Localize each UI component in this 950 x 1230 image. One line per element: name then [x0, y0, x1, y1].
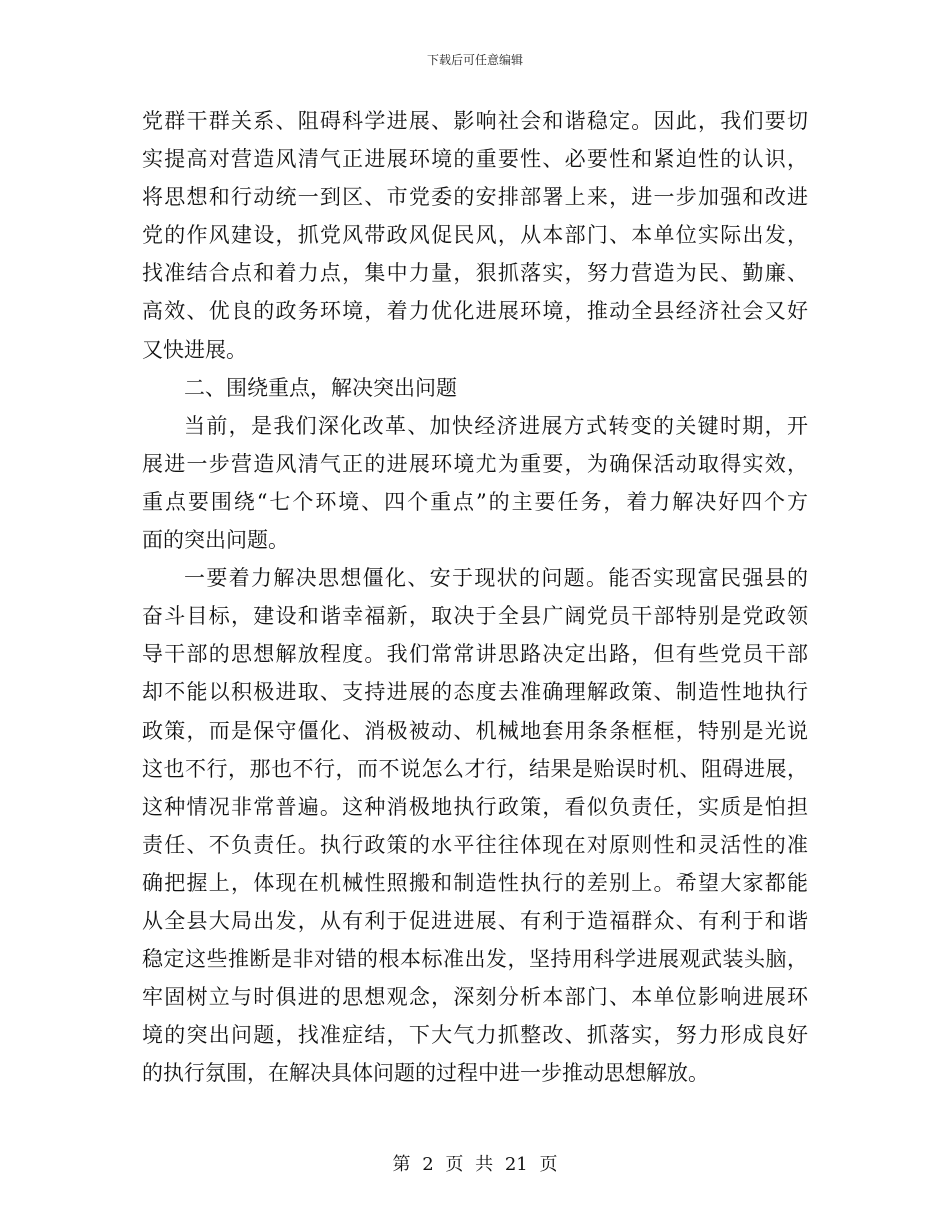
text-line: 当前，是我们深化改革、加快经济进展方式转变的关键时期，开 — [184, 413, 808, 438]
text-line: 找准结合点和着力点，集中力量，狠抓落实，努力营造为民、勤廉、 — [142, 261, 808, 286]
text-line: 又快进展。 — [142, 337, 247, 362]
text-line: 二、围绕重点，解决突出问题 — [184, 375, 457, 400]
text-line: 一要着力解决思想僵化、安于现状的问题。能否实现富民强县的 — [184, 566, 808, 591]
text-line: 从全县大局出发，从有利于促进进展、有利于造福群众、有利于和谐 — [142, 908, 808, 933]
text-line: 党群干群关系、阻碍科学进展、影响社会和谐稳定。因此，我们要切 — [142, 109, 808, 133]
text-line: 牢固树立与时俱进的思想观念，深刻分析本部门、本单位影响进展环 — [142, 985, 808, 1010]
text-line: 境的突出问题，找准症结，下大气力抓整改、抓落实，努力形成良好 — [142, 1023, 808, 1048]
text-line: 这种情况非常普遍。这种消极地执行政策，看似负责任，实质是怕担 — [142, 794, 808, 819]
document-body — [142, 102, 808, 1092]
text-line: 导干部的思想解放程度。我们常常讲思路决定出路，但有些党员干部 — [142, 642, 808, 667]
text-line: 确把握上，体现在机械性照搬和制造性执行的差别上。希望大家都能 — [142, 870, 808, 895]
text-line: 重点要围绕“七个环境、四个重点”的主要任务，着力解决好四个方 — [142, 489, 808, 514]
text-line: 实提高对营造风清气正进展环境的重要性、必要性和紧迫性的认识， — [142, 147, 808, 172]
text-line: 面的突出问题。 — [142, 528, 289, 553]
page-header: 下载后可任意编辑 — [426, 53, 523, 67]
text-line: 政策，而是保守僵化、消极被动、机械地套用条条框框，特别是光说 — [142, 718, 808, 743]
text-line: 责任、不负责任。执行政策的水平往往体现在对原则性和灵活性的准 — [142, 832, 808, 857]
text-line: 高效、优良的政务环境，着力优化进展环境，推动全县经济社会又好 — [142, 299, 808, 324]
text-line: 却不能以积极进取、支持进展的态度去准确理解政策、制造性地执行 — [142, 680, 808, 705]
text-line: 奋斗目标，建设和谐幸福新，取决于全县广阔党员干部特别是党政领 — [142, 604, 808, 629]
text-line: 稳定这些推断是非对错的根本标准出发，坚持用科学进展观武装头脑， — [142, 947, 808, 972]
text-line: 党的作风建设，抓党风带政风促民风，从本部门、本单位实际出发， — [142, 223, 808, 248]
page-footer: 第 2 页 共 21 页 — [392, 1154, 558, 1175]
text-line: 将思想和行动统一到区、市党委的安排部署上来，进一步加强和改进 — [142, 185, 808, 210]
text-line: 这也不行，那也不行，而不说怎么才行，结果是贻误时机、阻碍进展， — [142, 756, 808, 781]
text-line: 的执行氛围，在解决具体问题的过程中进一步推动思想解放。 — [142, 1061, 709, 1086]
text-line: 展进一步营造风清气正的进展环境尤为重要，为确保活动取得实效， — [142, 451, 808, 476]
